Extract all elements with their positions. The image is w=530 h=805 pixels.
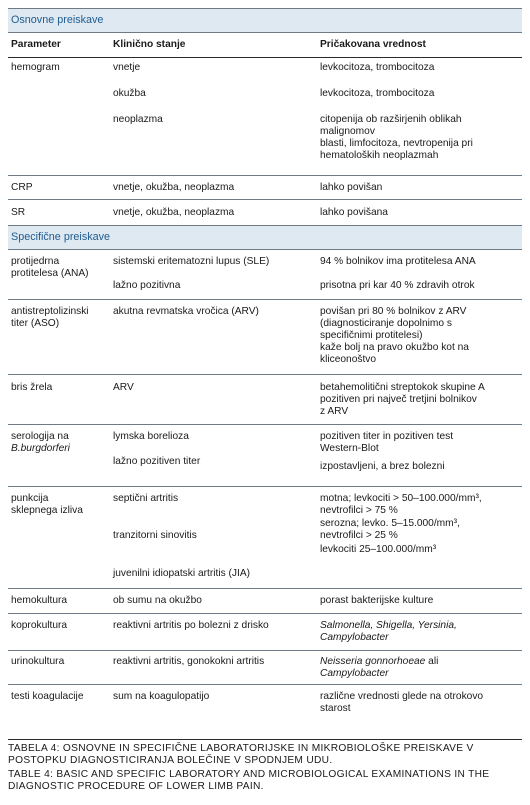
values-hemogram — [320, 62, 522, 175]
param-punkcija — [8, 493, 113, 588]
values-serology — [320, 431, 522, 486]
value-urinokultura-2: Campylobacter — [320, 668, 389, 679]
param-aso-line1: antistreptolizinski — [11, 306, 89, 317]
value-neoplazma-3: blasti, limfocitoza, nevtropenija pri — [320, 138, 473, 149]
value-koagulacija-2: starost — [320, 703, 351, 714]
caption-sl-line1: TABELA 4: OSNOVNE IN SPECIFIČNE LABORATORIJSKE IN MIKROBIOLOŠKE PREISKAVE V — [8, 743, 474, 754]
param-ana — [8, 256, 113, 299]
param-aso-line2: titer (ASO) — [11, 318, 60, 329]
caption-slovenian — [8, 743, 522, 767]
value-jia: levkociti 25–100.000/mm³ — [320, 544, 437, 555]
param-ana-line2: protitelesa (ANA) — [11, 268, 89, 279]
table-row-aso — [8, 300, 522, 375]
values-koagulacija — [320, 691, 522, 721]
cond-neoplazma: neoplazma — [113, 114, 163, 125]
header-clinical-condition: Klinično stanje — [113, 39, 186, 50]
table-caption — [8, 739, 522, 795]
value-bris-3: z ARV — [320, 406, 349, 417]
value-bris-2: pozitiven pri največ tretjini bolnikov — [320, 394, 477, 405]
value-vnetje: levkocitoza, trombocitoza — [320, 62, 435, 73]
conditions-serology — [113, 431, 320, 486]
cond-false-positive: lažno pozitivna — [113, 280, 181, 291]
value-false-titer: izpostavljeni, a brez bolezni — [320, 461, 445, 472]
table-row-bris — [8, 375, 522, 425]
values-aso — [320, 306, 522, 374]
value-aso-4: kaže bolj na pravo okužbo kot na — [320, 342, 469, 353]
value-false-positive: prisotna pri kar 40 % zdravih otrok — [320, 280, 475, 291]
param-hemokultura: hemokultura — [11, 595, 68, 606]
value-hemokultura: porast bakterijske kulture — [320, 595, 434, 606]
cond-false-titer: lažno pozitiven titer — [113, 456, 201, 467]
table-row-sr — [8, 200, 522, 225]
value-aso-2: (diagnosticiranje dopolnimo s — [320, 318, 452, 329]
param-aso — [8, 306, 113, 374]
table-row-urinokultura — [8, 651, 522, 685]
param-koagulacija: testi koagulacije — [11, 691, 84, 702]
section-basic-heading: Osnovne preiskave — [8, 8, 522, 33]
value-lyme-2: Western-Blot — [320, 443, 379, 454]
value-transient-2: nevtrofilci > 25 % — [320, 530, 398, 541]
cond-arv: akutna revmatska vročica (ARV) — [113, 306, 259, 317]
param-serology-line1: serologija na — [11, 431, 69, 442]
value-aso-5: kliceonoštvo — [320, 354, 377, 365]
cond-jia: juvenilni idiopatski artritis (JIA) — [113, 568, 251, 579]
conditions-punkcija — [113, 493, 320, 588]
table-row-hemokultura — [8, 589, 522, 614]
cond-bris: ARV — [113, 382, 134, 393]
value-aso-3: specifičnimi protitelesi) — [320, 330, 423, 341]
param-serology — [8, 431, 113, 486]
value-neoplazma-4: hematoloških neoplazmah — [320, 150, 439, 161]
value-okuzba: levkocitoza, trombocitoza — [320, 88, 435, 99]
param-serology-line2: B.burgdorferi — [11, 443, 70, 454]
cond-koprokultura: reaktivni artritis po bolezni z drisko — [113, 620, 269, 631]
header-parameter: Parameter — [11, 39, 61, 50]
values-punkcija — [320, 493, 522, 588]
cond-sle: sistemski eritematozni lupus (SLE) — [113, 256, 270, 267]
param-crp: CRP — [11, 181, 33, 193]
value-septic-1: motna; levkociti > 50–100.000/mm³, — [320, 493, 482, 504]
table-row-koagulacija — [8, 685, 522, 721]
param-punkcija-line1: punkcija — [11, 493, 49, 504]
cond-sr: vnetje, okužba, neoplazma — [113, 206, 235, 218]
cond-koagulacija: sum na koagulopatijo — [113, 691, 210, 702]
param-urinokultura: urinokultura — [11, 656, 65, 667]
table-row-ana — [8, 250, 522, 300]
param-sr: SR — [11, 206, 26, 218]
cond-transient: tranzitorni sinovitis — [113, 530, 197, 541]
cond-vnetje: vnetje — [113, 62, 141, 73]
value-neoplazma-1: citopenija ob razširjenih oblikah — [320, 114, 462, 125]
value-sr: lahko povišana — [320, 206, 388, 218]
param-koprokultura: koprokultura — [11, 620, 68, 631]
value-neoplazma-2: malignomov — [320, 126, 375, 137]
cond-okuzba: okužba — [113, 88, 146, 99]
values-koprokultura — [320, 620, 522, 650]
value-septic-2: nevtrofilci > 75 % — [320, 505, 398, 516]
value-koprokultura-1: Salmonella, Shigella, Yersinia, — [320, 620, 457, 631]
param-bris: bris žrela — [11, 382, 53, 393]
values-urinokultura — [320, 656, 522, 684]
value-lyme-1: pozitiven titer in pozitiven test — [320, 431, 454, 442]
table-row-koprokultura — [8, 614, 522, 651]
value-aso-1: povišan pri 80 % bolnikov z ARV — [320, 306, 467, 317]
caption-sl-line2: POSTOPKU DIAGNOSTICIRANJA BOLEČINE V SPODNJEM UDU. — [8, 755, 333, 766]
table-row-punkcija — [8, 487, 522, 589]
values-bris — [320, 382, 522, 424]
cond-hemokultura: ob sumu na okužbo — [113, 595, 202, 606]
value-koagulacija-1: različne vrednosti glede na otrokovo — [320, 691, 484, 702]
section-specific-heading: Specifične preiskave — [8, 225, 522, 250]
param-ana-line1: protijedrna — [11, 256, 60, 267]
value-koprokultura-2: Campylobacter — [320, 632, 389, 643]
lab-examinations-table — [8, 8, 522, 721]
table-row-hemogram — [8, 58, 522, 176]
value-crp: lahko povišan — [320, 181, 383, 193]
cond-urinokultura: reaktivni artritis, gonokokni artritis — [113, 656, 265, 667]
cond-septic: septični artritis — [113, 493, 179, 504]
caption-en-line1: TABLE 4: BASIC AND SPECIFIC LABORATORY AND MICROBIOLOGICAL EXAMINATIONS IN THE — [8, 769, 490, 780]
header-expected-value: Pričakovana vrednost — [320, 39, 426, 50]
value-bris-1: betahemolitični streptokok skupine A — [320, 382, 485, 393]
value-sle: 94 % bolnikov ima protitelesa ANA — [320, 256, 476, 267]
param-punkcija-line2: sklepnega izliva — [11, 505, 83, 516]
value-urinokultura-italic: Neisseria gonnorhoeae — [320, 656, 426, 667]
conditions-ana — [113, 256, 320, 299]
table-row-serology — [8, 425, 522, 487]
table-header-row — [8, 33, 522, 58]
values-ana — [320, 256, 522, 299]
caption-en-line2: DIAGNOSTIC PROCEDURE OF LOWER LIMB PAIN. — [8, 781, 264, 792]
table-row-crp — [8, 176, 522, 200]
value-urinokultura-rest: ali — [425, 656, 439, 667]
caption-english — [8, 769, 522, 793]
value-transient-1: serozna; levko. 5–15.000/mm³, — [320, 518, 460, 529]
cond-lyme: lymska borelioza — [113, 431, 189, 442]
conditions-hemogram — [113, 62, 320, 175]
cond-crp: vnetje, okužba, neoplazma — [113, 181, 235, 193]
value-urinokultura-1 — [320, 656, 522, 668]
param-hemogram: hemogram — [11, 62, 60, 73]
